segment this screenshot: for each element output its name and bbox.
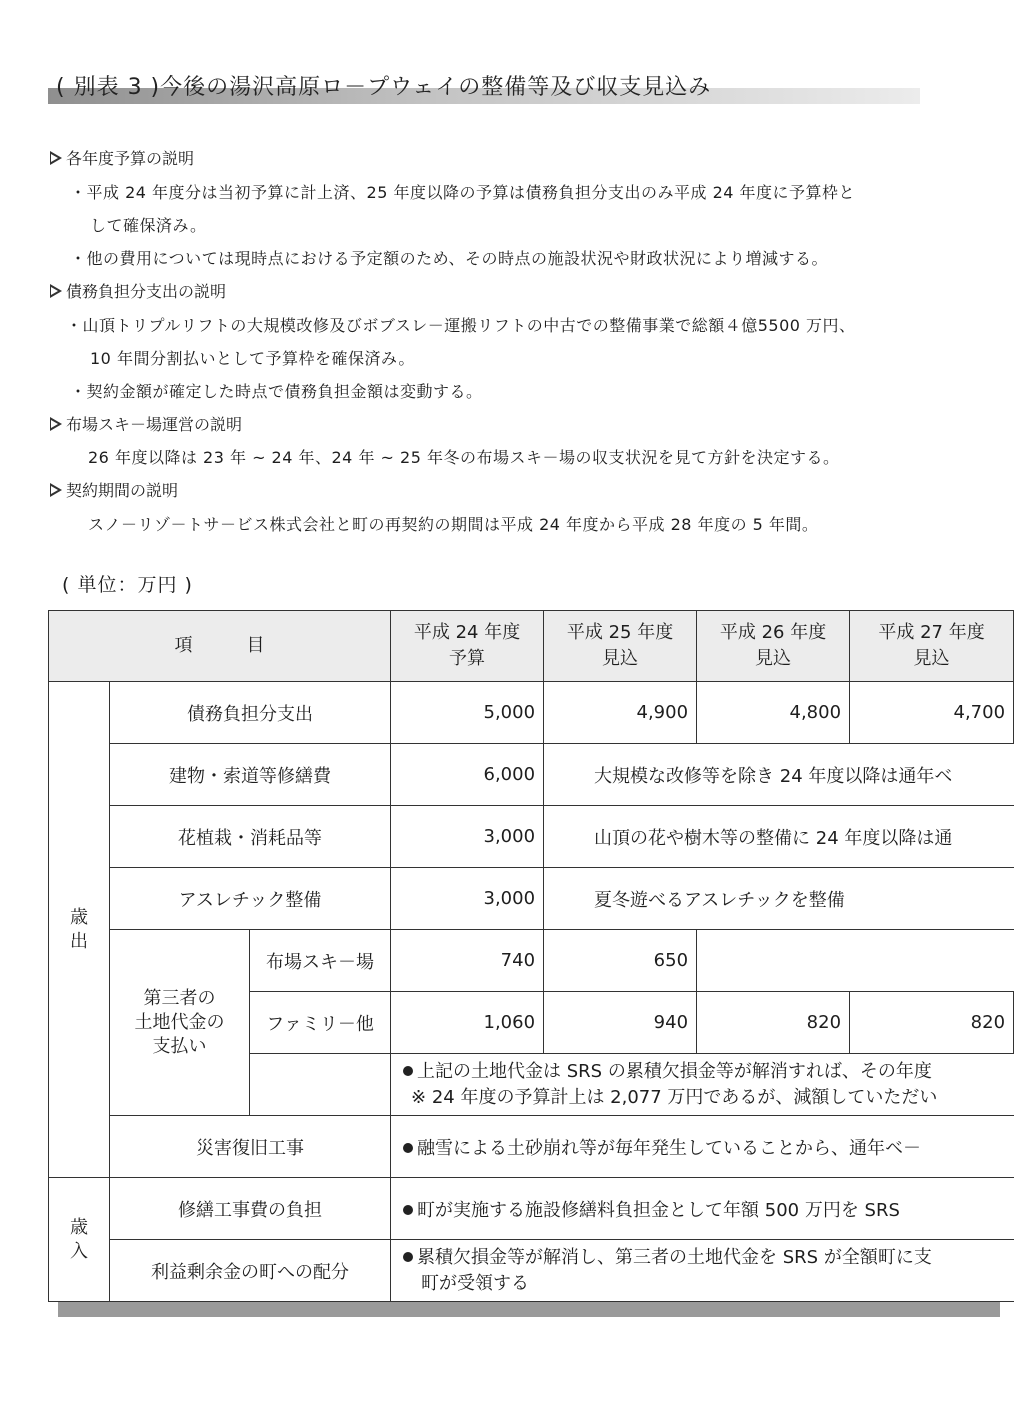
page-title: ( 別表 3 )今後の湯沢高原ロ－プウェイの整備等及び収支見込み xyxy=(56,75,712,100)
row-label-repair-income: 修繕工事費の負担 xyxy=(110,1178,391,1240)
row-label-flowers: 花植栽・消耗品等 xyxy=(110,806,391,868)
page-title-block xyxy=(48,70,920,106)
cell-note: 夏冬遊べるアスレチックを整備 xyxy=(544,868,1014,930)
row-label-land-payment: 第三者の 土地代金の 支払い xyxy=(110,930,250,1116)
section-line: ・山頂トリプルリフトの大規模改修及びボブスレ－運搬リフトの中古での整備事業で総額４億5500 万円、 xyxy=(66,316,856,335)
row-label-profit-income: 利益剰余金の町への配分 xyxy=(110,1240,391,1302)
section-line: ・平成 24 年度分は当初予算に計上済、25 年度以降の予算は債務負担分支出のみ平成 24 年度に予算枠と xyxy=(70,183,856,202)
triangle-bullet-icon xyxy=(50,483,62,497)
cell-value: 1,060 xyxy=(391,992,544,1054)
triangle-bullet-icon xyxy=(50,151,62,165)
cell-note-land: 上記の土地代金は SRS の累積欠損金等が解消すれば、その年度 ※ 24 年度の予算計上は 2,077 万円であるが、減額していただい xyxy=(391,1054,1014,1116)
header-item: 項 目 xyxy=(49,611,391,682)
section-line: して確保済み。 xyxy=(90,216,207,235)
income-category-label: 歳入 xyxy=(49,1178,110,1302)
cell-note: 大規模な改修等を除き 24 年度以降は通年ベ xyxy=(544,744,1014,806)
cell-value: 4,700 xyxy=(850,682,1014,744)
cell-value: 3,000 xyxy=(391,806,544,868)
expense-category-label: 歳出 xyxy=(49,682,110,1178)
cell-value: 4,800 xyxy=(697,682,850,744)
cell-value: 3,000 xyxy=(391,868,544,930)
table-row xyxy=(49,1178,1014,1240)
table-row xyxy=(49,1240,1014,1302)
section-heading-budget xyxy=(50,146,194,169)
section-heading-text: 契約期間の説明 xyxy=(66,481,179,500)
cell-value: 4,900 xyxy=(544,682,697,744)
section-heading-contract xyxy=(50,478,178,501)
section-heading-text: 布場スキ－場運営の説明 xyxy=(66,415,243,434)
cell-empty xyxy=(250,1054,391,1116)
section-line: ・他の費用については現時点における予定額のため、その時点の施設状況や財政状況により増減する。 xyxy=(70,249,829,268)
unit-label: ( 単位：万円 ) xyxy=(62,574,193,596)
row-label-building: 建物・索道等修繕費 xyxy=(110,744,391,806)
cell-note: 累積欠損金等が解消し、第三者の土地代金を SRS が全額町に支 町が受領する xyxy=(391,1240,1014,1302)
table-row xyxy=(49,1116,1014,1178)
header-fy25: 平成 25 年度 見込 xyxy=(544,611,697,682)
cell-value: 5,000 xyxy=(391,682,544,744)
cell-value: 820 xyxy=(697,992,850,1054)
cell-value: 740 xyxy=(391,930,544,992)
cell-note: 町が実施する施設修繕料負担金として年額 500 万円を SRS xyxy=(391,1178,1014,1240)
row-label-athletic: アスレチック整備 xyxy=(110,868,391,930)
cell-value: 820 xyxy=(850,992,1014,1054)
bullet-icon xyxy=(403,1143,413,1153)
section-line: ・契約金額が確定した時点で債務負担金額は変動する。 xyxy=(70,382,483,401)
bullet-icon xyxy=(403,1066,413,1076)
cell-note: 山頂の花や樹木等の整備に 24 年度以降は通 xyxy=(544,806,1014,868)
table-row xyxy=(49,682,1014,744)
table-row xyxy=(49,806,1014,868)
section-line: スノ－リゾ－トサ－ビス株式会社と町の再契約の期間は平成 24 年度から平成 28 年度の 5 年間。 xyxy=(88,515,819,534)
bullet-icon xyxy=(403,1205,413,1215)
bullet-icon xyxy=(403,1252,413,1262)
row-label-family: ファミリ－他 xyxy=(250,992,391,1054)
section-heading-text: 各年度予算の説明 xyxy=(66,149,195,168)
section-heading-ski xyxy=(50,412,242,435)
section-line: 26 年度以降は 23 年 ~ 24 年、24 年 ~ 25 年冬の布場スキ－場の収支状況を見て方針を決定する。 xyxy=(88,448,840,467)
triangle-bullet-icon xyxy=(50,284,62,298)
table-header-row xyxy=(49,611,1014,682)
triangle-bullet-icon xyxy=(50,417,62,431)
row-label-disaster: 災害復旧工事 xyxy=(110,1116,391,1178)
row-label-debt: 債務負担分支出 xyxy=(110,682,391,744)
cell-note: 融雪による土砂崩れ等が毎年発生していることから、通年ベ－ xyxy=(391,1116,1014,1178)
cell-value: 6,000 xyxy=(391,744,544,806)
budget-table xyxy=(48,610,1014,1302)
table-row xyxy=(49,744,1014,806)
section-heading-debt xyxy=(50,279,226,302)
row-label-nunoba: 布場スキ－場 xyxy=(250,930,391,992)
cell-empty xyxy=(697,930,1014,992)
header-fy27: 平成 27 年度 見込 xyxy=(850,611,1014,682)
header-fy26: 平成 26 年度 見込 xyxy=(697,611,850,682)
header-fy24: 平成 24 年度 予算 xyxy=(391,611,544,682)
cell-value: 650 xyxy=(544,930,697,992)
section-heading-text: 債務負担分支出の説明 xyxy=(66,282,227,301)
table-row xyxy=(49,868,1014,930)
section-line: 10 年間分割払いとして予算枠を確保済み。 xyxy=(90,349,415,368)
cell-value: 940 xyxy=(544,992,697,1054)
table-row xyxy=(49,930,1014,992)
